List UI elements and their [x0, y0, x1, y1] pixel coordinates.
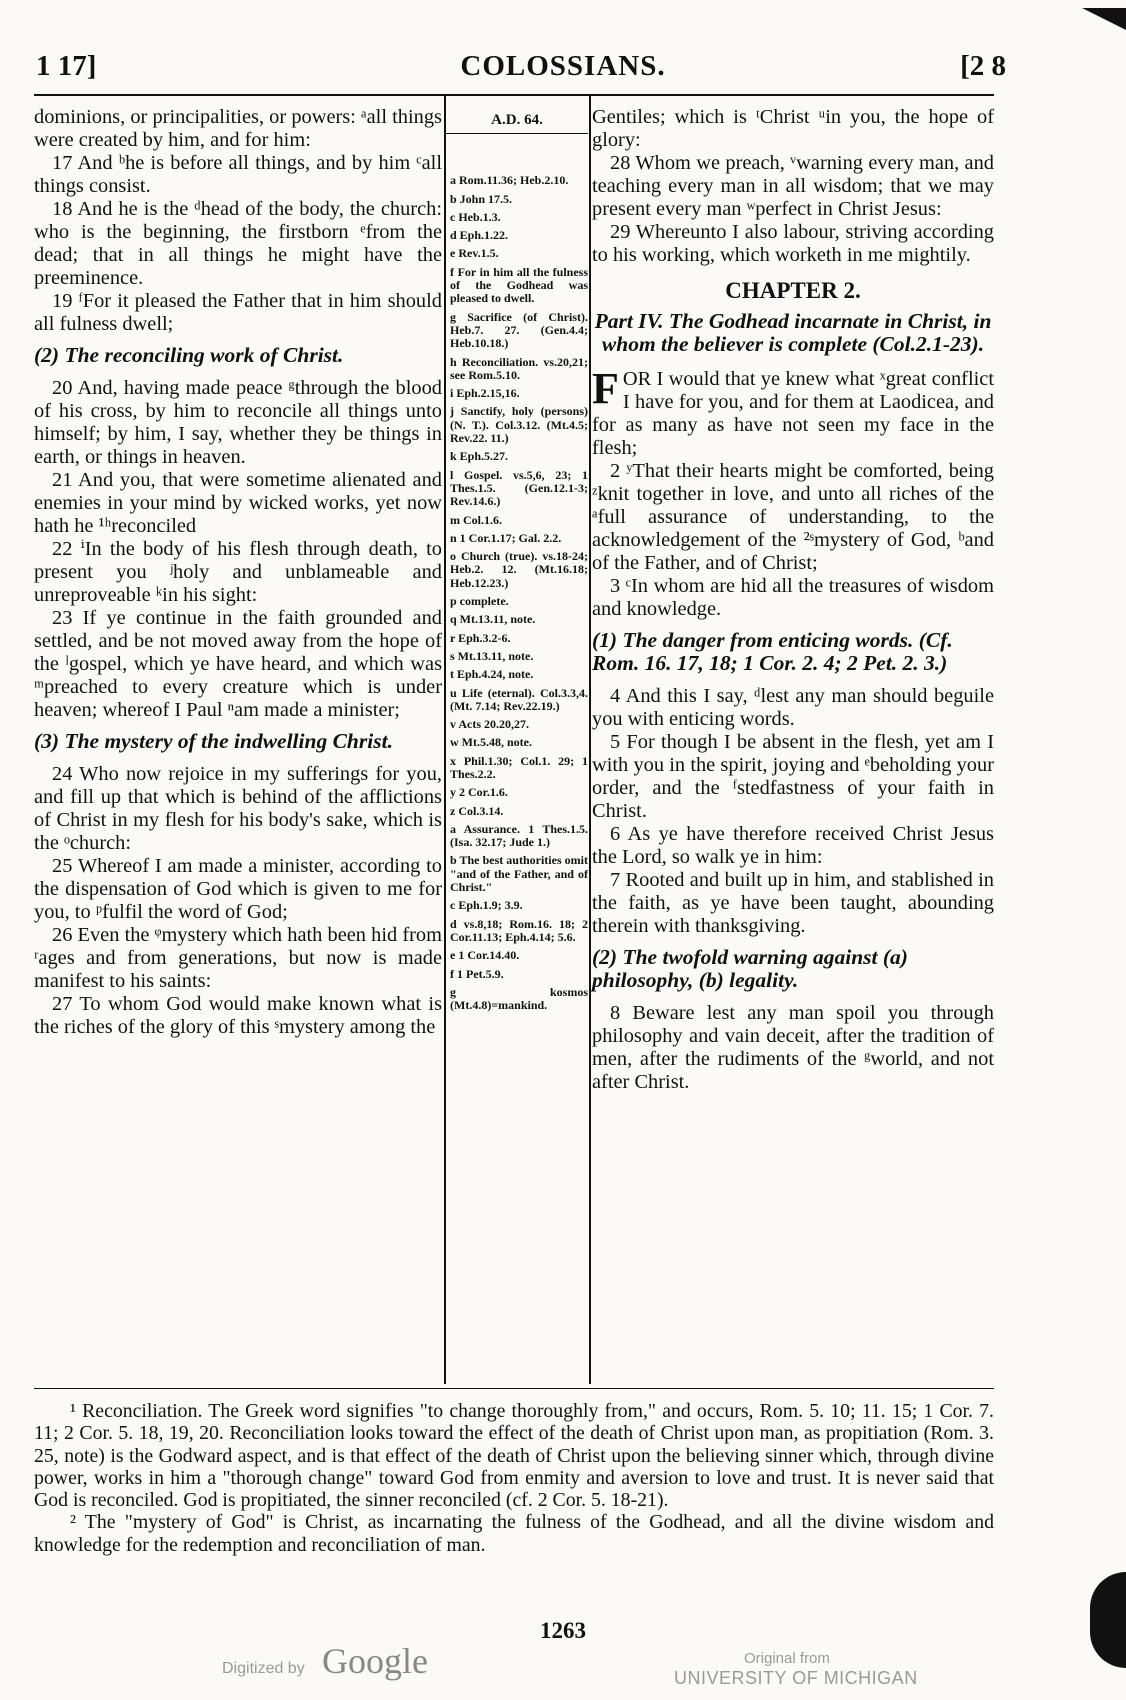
marginal-reference: n 1 Cor.1.17; Gal. 2.2. — [450, 530, 562, 545]
marginal-reference: q Mt.13.11, note. — [450, 612, 536, 627]
marginal-reference: d Eph.1.22. — [450, 228, 509, 243]
verse-4: 4 And this I say, ᵈlest any man should beguile you with enticing words. — [592, 685, 994, 730]
verse-25: 25 Whereof I am made a minister, according to the dispensation of God which is given to me for you, to ᵖfulfil the word of God; — [34, 855, 442, 923]
header-rule — [34, 94, 994, 96]
left-text-column — [34, 106, 442, 1039]
digitized-by-label: Digitized by — [222, 1660, 305, 1677]
marginal-reference: w Mt.5.48, note. — [450, 735, 532, 750]
verse-6: 6 As ye have therefore received Christ Jesus the Lord, so walk ye in him: — [592, 823, 994, 868]
marginal-reference: y 2 Cor.1.6. — [450, 785, 508, 800]
verse-8: 8 Beware lest any man spoil you through philosophy and vain deceit, after the tradition of men, after the rudiments of the ᵍworld, and not after Christ. — [592, 1002, 994, 1093]
marginal-reference: z Col.3.14. — [450, 803, 504, 818]
cross-reference-list — [446, 174, 588, 1012]
verse-24: 24 Who now rejoice in my sufferings for you, and fill up that which is behind of the afflictions of Christ in my flesh for his body's sake, which is the ᵒchurch: — [34, 763, 442, 854]
chapter-heading: CHAPTER 2. — [725, 278, 861, 303]
marginal-reference: f 1 Pet.5.9. — [450, 966, 504, 981]
section-heading: (2) The twofold warning against (a) philosophy, (b) legality. — [592, 945, 908, 992]
marginal-reference: l Gospel. vs.5,6, 23; 1 Thes.1.5. (Gen.12.1-3; Rev.14.6.) — [450, 467, 588, 509]
verse-3: 3 ᶜIn whom are hid all the treasures of wisdom and knowledge. — [592, 575, 994, 620]
footnote-rule — [34, 1388, 994, 1389]
section-heading: (2) The reconciling work of Christ. — [34, 343, 344, 367]
verse-17: 17 And ᵇhe is before all things, and by him ᶜall things consist. — [34, 152, 442, 197]
marginal-reference: k Eph.5.27. — [450, 449, 509, 464]
marginal-reference: i Eph.2.15,16. — [450, 386, 520, 401]
verse-22: 22 ⁱIn the body of his flesh through death, to present you ʲholy and unblameable and unreproveable ᵏin his sight: — [34, 538, 442, 606]
marginal-reference: f For in him all the fulness of the Godhead was pleased to dwell. — [450, 264, 588, 306]
footnote-1: ¹ Reconciliation. The Greek word signifies "to change thoroughly from," and occurs, Rom. 5. 10; 11. 15; 1 Cor. 7. 11; 2 Cor. 5. 18, 19, 20. Reconciliation looks toward the effect of the death of Christ upon man, as propitiation (Rom. 3. 25, note) is the Godward aspect, and is that effect of the death of Christ upon the believing sinner which, through divine power, works in him a "thorough change" toward God from enmity and aversion to love and trust. It is never said that God is reconciled. God is propitiated, the sinner reconciled (cf. 2 Cor. 5. 18-21). — [34, 1400, 994, 1512]
running-header-right: [2 8 — [960, 50, 1006, 82]
marginal-reference: c Heb.1.3. — [450, 209, 501, 224]
marginal-reference: r Eph.3.2-6. — [450, 630, 511, 645]
book-title: COLOSSIANS. — [460, 50, 666, 82]
verse-20: 20 And, having made peace ᵍthrough the blood of his cross, by him to reconcile all things unto himself; by him, I say, whether they be things in earth, or things in heaven. — [34, 377, 442, 468]
page-corner-mark — [1082, 8, 1126, 30]
verse-1: FOR I would that ye knew what ˣgreat conflict I have for you, and for them at Laodicea, and for as many as have not seen my face in the flesh; — [592, 364, 994, 459]
marginal-reference: m Col.1.6. — [450, 512, 502, 527]
footnote-2: ² The "mystery of God" is Christ, as incarnating the fulness of the Godhead, and all the divine wisdom and knowledge for the redemption and reconciliation of man. — [34, 1511, 994, 1556]
marginal-reference: g Sacrifice (of Christ). Heb.7. 27. (Gen.4.4; Heb.10.18.) — [450, 309, 588, 351]
thumb-index-tab — [1090, 1572, 1126, 1668]
marginal-reference: u Life (eternal). Col.3.3,4. (Mt. 7.14; Rev.22.19.) — [450, 685, 588, 713]
part-heading: Part IV. The Godhead incarnate in Christ, in whom the believer is complete (Col.2.1-23). — [594, 309, 992, 356]
verse-continuation: dominions, or principalities, or powers: ᵃall things were created by him, and for him: — [34, 106, 442, 151]
marginal-reference: c Eph.1.9; 3.9. — [450, 898, 523, 913]
verse-5: 5 For though I be absent in the flesh, yet am I with you in the spirit, joying and ᵉbeholding your order, and the ᶠstedfastness of your faith in Christ. — [592, 731, 994, 822]
marginal-reference: t Eph.4.24, note. — [450, 667, 534, 682]
section-heading: (3) The mystery of the indwelling Christ. — [34, 729, 393, 753]
verse-29: 29 Whereunto I also labour, striving according to his working, which worketh in me mightily. — [592, 221, 994, 266]
verse-23: 23 If ye continue in the faith grounded and settled, and be not moved away from the hope of the ˡgospel, which ye have heard, and which was ᵐpreached to every creature which is under heaven; whereof I Paul ⁿam made a minister; — [34, 607, 442, 721]
verse-21: 21 And you, that were sometime alienated and enemies in your mind by wicked works, yet now hath he ¹ʰreconciled — [34, 469, 442, 537]
marginal-reference: b John 17.5. — [450, 191, 513, 206]
google-logo: Google — [322, 1641, 428, 1681]
date-label: A.D. 64. — [446, 106, 588, 134]
verse-18: 18 And he is the ᵈhead of the body, the church: who is the beginning, the firstborn ᵉfrom the dead; that in all things he might have the preeminence. — [34, 198, 442, 289]
marginal-reference: v Acts 20.20,27. — [450, 717, 529, 732]
column-divider-right — [589, 96, 591, 1384]
verse-continuation: Gentiles; which is ᵗChrist ᵘin you, the hope of glory: — [592, 106, 994, 151]
running-header-left: 1 17] — [36, 50, 97, 82]
marginal-reference: e 1 Cor.14.40. — [450, 948, 520, 963]
marginal-reference: d vs.8,18; Rom.16. 18; 2 Cor.11.13; Eph.4.14; 5.6. — [450, 916, 588, 944]
marginal-reference: p complete. — [450, 594, 509, 609]
center-reference-column — [446, 106, 588, 1017]
marginal-reference: a Assurance. 1 Thes.1.5. (Isa. 32.17; Jude 1.) — [450, 821, 588, 850]
marginal-reference: a Rom.11.36; Heb.2.10. — [450, 173, 569, 188]
verse-26: 26 Even the ᵠmystery which hath been hid from ʳages and from generations, but now is made manifest to his saints: — [34, 924, 442, 992]
marginal-reference: g kosmos (Mt.4.8)=mankind. — [450, 984, 588, 1013]
marginal-reference: x Phil.1.30; Col.1. 29; 1 Thes.2.2. — [450, 753, 588, 781]
marginal-reference: b The best authorities omit "and of the Father, and of Christ." — [450, 853, 588, 895]
verse-27: 27 To whom God would make known what is the riches of the glory of this ˢmystery among the — [34, 993, 442, 1038]
verse-7: 7 Rooted and built up in him, and stablished in the faith, as ye have been taught, abounding therein with thanksgiving. — [592, 869, 994, 937]
marginal-reference: o Church (true). vs.18-24; Heb.2. 12. (Mt.16.18; Heb.12.23.) — [450, 549, 588, 590]
verse-2: 2 ʸThat their hearts might be comforted, being ᶻknit together in love, and unto all riches of the ᵃfull assurance of understanding, to the acknowledgement of the ²ˢmystery of God, ᵇand of the Father, and of Christ; — [592, 460, 994, 574]
university-label: UNIVERSITY OF MICHIGAN — [674, 1668, 918, 1688]
marginal-reference: h Reconciliation. vs.20,21; see Rom.5.10. — [450, 354, 588, 382]
verse-28: 28 Whom we preach, ᵛwarning every man, and teaching every man in all wisdom; that we may present every man ʷperfect in Christ Jesus: — [592, 152, 994, 220]
marginal-reference: j Sanctify, holy (persons) (N. T.). Col.3.12. (Mt.4.5; Rev.22. 11.) — [450, 404, 588, 446]
verse-19: 19 ᶠFor it pleased the Father that in him should all fulness dwell; — [34, 290, 442, 335]
right-text-column — [592, 106, 994, 1094]
page-number: 1263 — [540, 1618, 586, 1643]
original-from-label: Original from — [744, 1650, 830, 1667]
footnotes — [34, 1400, 994, 1556]
marginal-reference: s Mt.13.11, note. — [450, 648, 534, 663]
section-heading: (1) The danger from enticing words. (Cf. Rom. 16. 17, 18; 1 Cor. 2. 4; 2 Pet. 2. 3.) — [592, 628, 953, 675]
marginal-reference: e Rev.1.5. — [450, 246, 499, 261]
